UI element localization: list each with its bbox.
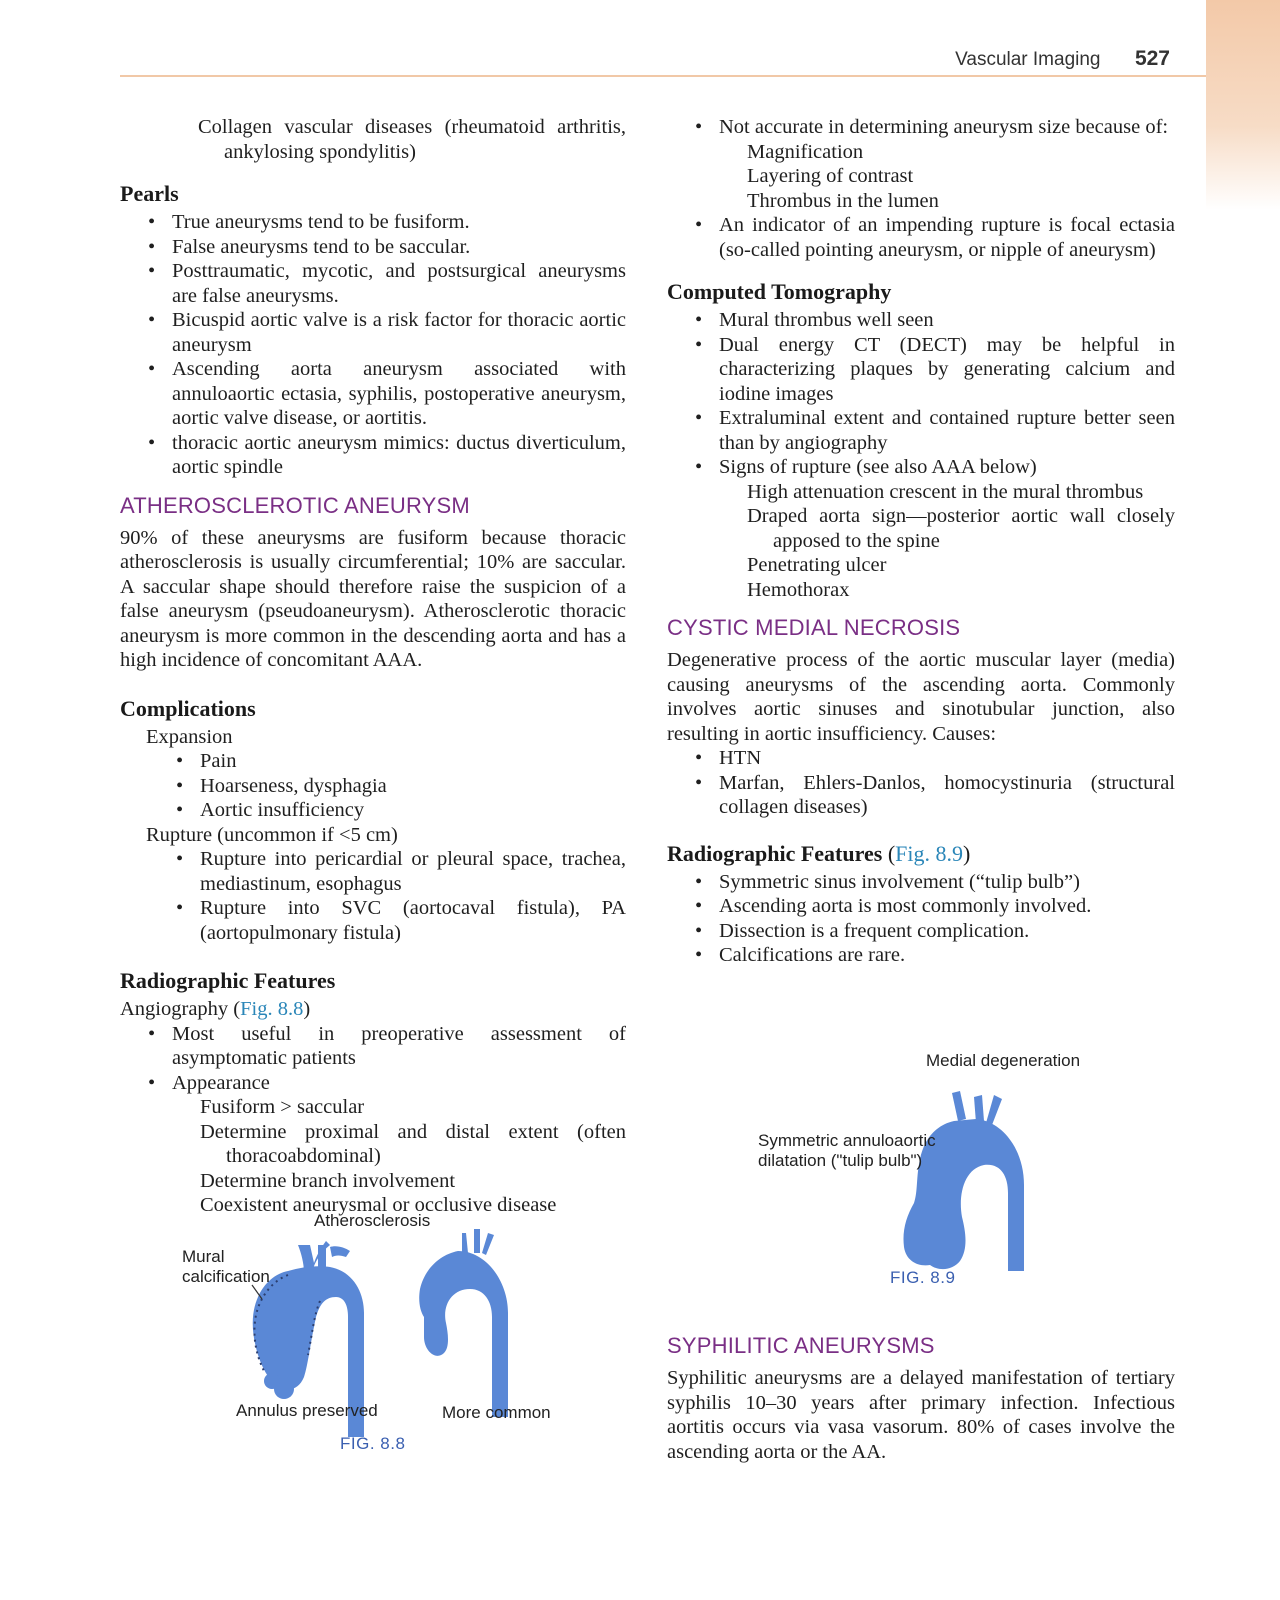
list-item: • Most useful in preoperative assessment of asymptomatic patients (120, 1022, 626, 1071)
sub-item: Hemothorax (747, 578, 850, 601)
ct-heading: Computed Tomography (667, 279, 892, 304)
sub-item: Determine proximal and distal extent (often thoracoabdominal) (200, 1120, 626, 1167)
list-item: • False aneurysms tend to be saccular. (120, 235, 626, 260)
complications-heading: Complications (120, 695, 256, 721)
rupture-list (120, 847, 626, 945)
label-tulip-bulb: Symmetric annuloaortic dilatation ("tulip bulb") (758, 1131, 936, 1170)
list-item: • Ascending aorta is most commonly involved. (667, 894, 1175, 919)
cystic-heading: CYSTIC MEDIAL NECROSIS (667, 615, 961, 640)
label-mural-calcification: Mural calcification (182, 1247, 270, 1286)
figure-caption-8-9: FIG. 8.9 (890, 1268, 956, 1287)
syphilitic-heading: SYPHILITIC ANEURYSMS (667, 1333, 935, 1358)
page-number: 527 (1134, 47, 1170, 70)
athero-heading: ATHEROSCLEROTIC ANEURYSM (120, 492, 470, 518)
list-item: • An indicator of an impending rupture is focal ectasia (so-called pointing aneurysm, or nipple of aneurysm) (667, 213, 1175, 262)
angiography-list (120, 1022, 626, 1096)
sub-item: Fusiform > saccular (200, 1096, 365, 1118)
figure-8-8 (180, 1205, 580, 1475)
list-item: • Ascending aorta aneurysm associated with annuloaortic ectasia, syphilis, postoperative aneurysm, aortic valve disease, or aortitis. (120, 357, 626, 431)
sub-item: Draped aorta sign—posterior aortic wall closely apposed to the spine (747, 505, 1175, 552)
syphilitic-paragraph: Syphilitic aneurysms are a delayed manifestation of tertiary syphilis 10–30 years after primary infection. Infectious aortitis occurs via vasa vasorum. 80% of cases involve the ascending aorta or the AA. (667, 1367, 1175, 1463)
figure-caption-8-8: FIG. 8.8 (340, 1434, 406, 1453)
list-item: • Pain (120, 749, 626, 774)
label-annulus-preserved: Annulus preserved (236, 1401, 378, 1420)
paren-close: ) (303, 998, 311, 1020)
list-item: • Signs of rupture (see also AAA below) (667, 455, 1175, 480)
angiography-line (120, 997, 626, 1022)
sub-item: Coexistent aneurysmal or occlusive disease (200, 1194, 557, 1216)
radiographic-heading: Radiographic Features (120, 968, 336, 993)
tulip-bulb-aorta-shape (903, 1091, 1024, 1271)
fig-8-8-link[interactable]: Fig. 8.8 (240, 998, 304, 1020)
athero-paragraph: 90% of these aneurysms are fusiform because thoracic atherosclerosis is usually circumferential; 10% are saccular. A saccular shape should therefore raise the suspicion of a false aneurysm (pseudoaneurysm). Atherosclerotic thoracic aneurysm is more common in the descending aorta and has a high incidence of concomitant AAA. (120, 526, 626, 671)
pearls-list (120, 210, 626, 480)
figure-8-9 (740, 1045, 1140, 1305)
list-item: • Hoarseness, dysphagia (120, 774, 626, 799)
list-item: • Appearance (120, 1071, 626, 1096)
paren-close: ) (963, 840, 971, 866)
sub-item: Penetrating ulcer (747, 554, 887, 576)
sub-item: Magnification (747, 140, 864, 163)
label-atherosclerosis: Atherosclerosis (314, 1211, 431, 1230)
running-head-title: Vascular Imaging (955, 49, 1101, 70)
list-item: • Calcifications are rare. (667, 943, 1175, 968)
angiography-label: Angiography ( (120, 998, 241, 1020)
aorta-diagram-8-9 (740, 1045, 1140, 1305)
list-item: • True aneurysms tend to be fusiform. (120, 210, 626, 235)
list-item: • Rupture into SVC (aortocaval fistula), PA (aortopulmonary fistula) (120, 896, 626, 945)
label-more-common: More common (442, 1403, 551, 1422)
pearls-heading: Pearls (120, 181, 179, 206)
expansion-list (120, 749, 626, 823)
fig-8-9-link[interactable]: Fig. 8.9 (895, 840, 963, 866)
angio-list (667, 115, 1175, 140)
chapter-tab (1206, 0, 1280, 210)
sub-item: High attenuation crescent in the mural thrombus (747, 480, 1144, 503)
label-medial-degeneration: Medial degeneration (926, 1051, 1081, 1070)
list-item: • Extraluminal extent and contained rupture better seen than by angiography (667, 406, 1175, 455)
syphilitic-section (667, 1320, 1175, 1464)
list-item: • HTN (667, 746, 1175, 771)
right-column (667, 115, 1175, 968)
sub-item: Thrombus in the lumen (747, 189, 939, 212)
list-item: • Marfan, Ehlers-Danlos, homocystinuria (structural collagen diseases) (667, 771, 1175, 820)
list-item: • Aortic insufficiency (120, 798, 626, 823)
radiographic-heading-text: Radiographic Features (667, 840, 883, 866)
list-item: • Posttraumatic, mycotic, and postsurgical aneurysms are false aneurysms. (120, 259, 626, 308)
sub-item: Determine branch involvement (200, 1169, 456, 1192)
rupture-label: Rupture (uncommon if <5 cm) (146, 823, 398, 846)
radiographic-list-right (667, 870, 1175, 968)
list-item: • Dissection is a frequent complication. (667, 919, 1175, 944)
list-item: • Dual energy CT (DECT) may be helpful in characterizing plaques by generating calcium and iodine images (667, 333, 1175, 407)
cystic-list (667, 746, 1175, 820)
radiographic-heading-right (667, 840, 1175, 868)
sub-item: Layering of contrast (747, 165, 914, 187)
list-item: • Rupture into pericardial or pleural space, trachea, mediastinum, esophagus (120, 847, 626, 896)
normal-aorta-shape (419, 1229, 508, 1417)
list-item: • Mural thrombus well seen (667, 308, 1175, 333)
ct-list (667, 308, 1175, 480)
list-item: • Symmetric sinus involvement (“tulip bulb”) (667, 870, 1175, 895)
cystic-paragraph: Degenerative process of the aortic muscular layer (media) causing aneurysms of the ascending aorta. Commonly involves aortic sinuses and sinotubular junction, also resulting in aortic insufficiency. Causes: (667, 649, 1175, 745)
list-item: • Not accurate in determining aneurysm size because of: (667, 115, 1175, 140)
list-item: • thoracic aortic aneurysm mimics: ductus diverticulum, aortic spindle (120, 431, 626, 480)
paren-open: ( (882, 840, 896, 866)
angio-list-2 (667, 213, 1175, 262)
list-item: • Bicuspid aortic valve is a risk factor for thoracic aortic aneurysm (120, 308, 626, 357)
header-rule (120, 75, 1206, 77)
expansion-label: Expansion (146, 725, 233, 748)
intro-item: Collagen vascular diseases (rheumatoid arthritis, ankylosing spondylitis) (198, 116, 626, 163)
running-head (900, 47, 1170, 71)
left-column (120, 115, 626, 1218)
